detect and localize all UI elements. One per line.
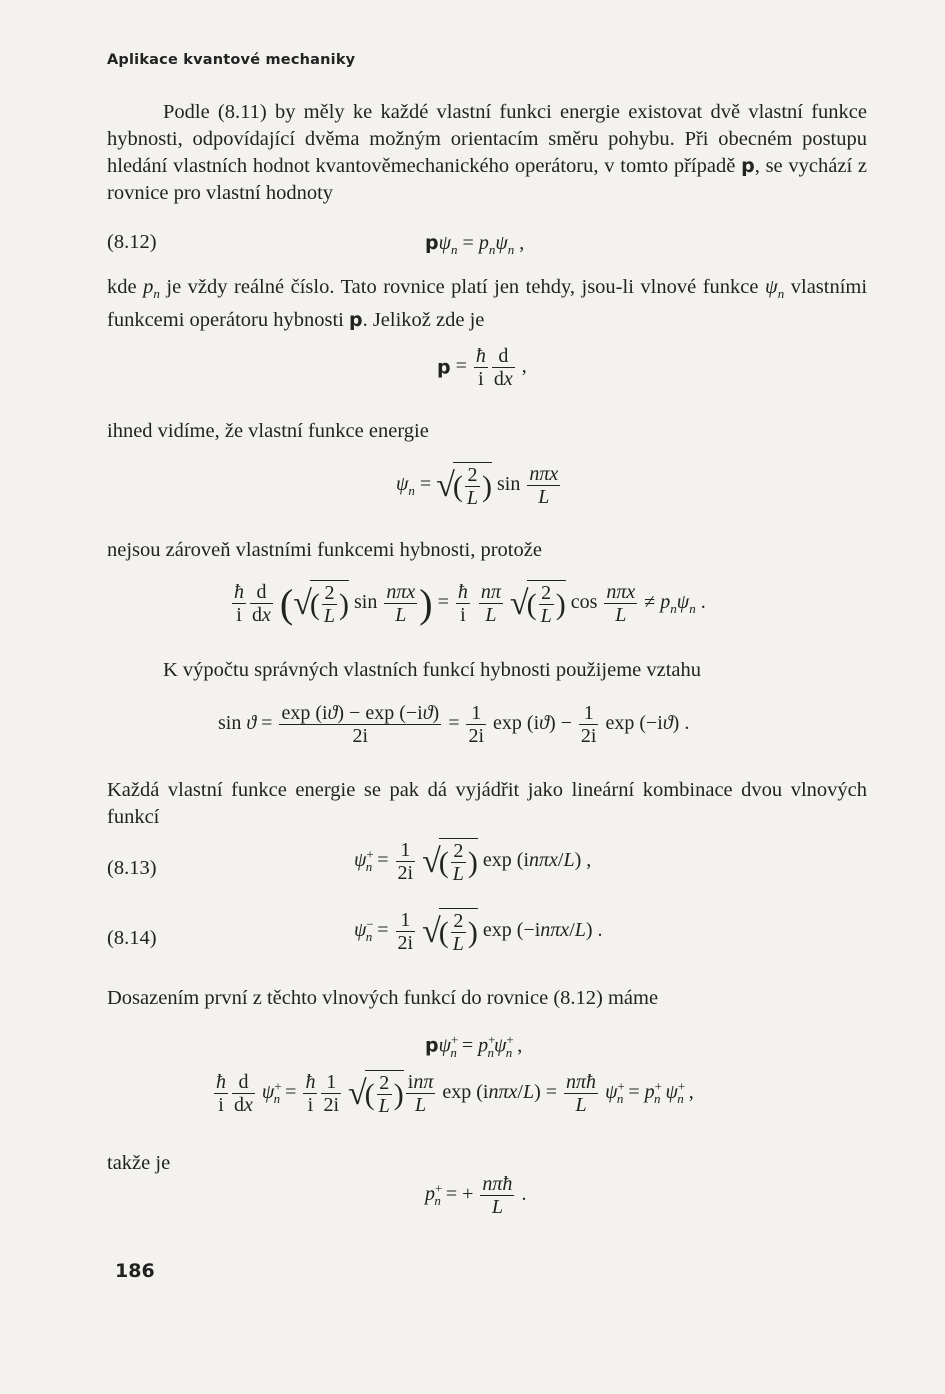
paragraph-8: takže je [107, 1152, 171, 1174]
equation-derivative-plus: $\frac{ħ}{i}$ $\frac{d}{dx}$ $\psi^+_n$ = $\frac{ħ}{i}$ $\frac{1}{2i}$ √( $\frac{2}{L}$ ) $\frac{\text{inπ}}{L}$ exp (inπx/L) = $\frac{\text{nπħ}}{L}$ $\psi^+_n = p^+_n$ $\psi^+_n$ , [216, 1071, 694, 1117]
equation-8-14: $\psi^-_n$ = $\frac{1}{2i}$ √( $\frac{2}{L}$ ) exp (−inπx/L) . [354, 909, 603, 955]
equation-momentum-eigen-plus: $p\psi^+_n = p^+_n\psi^+_n$ , [425, 1032, 523, 1060]
paragraph-2: kde $p_n$ je vždy reálné číslo. Tato rovnice platí jen tehdy, jsou-li vlnové funkce $\psi_n$ vlastními funkcemi operátoru hybnosti p. Jelikož zde je [107, 276, 868, 332]
equation-energy-eigenfunction: $\psi_n$ = √( $\frac{2}{L}$ ) sin $\frac{\text{nπx}}{L}$ [396, 463, 559, 509]
paragraph-5: K výpočtu správných vlastních funkcí hybnosti použijeme vztahu [163, 659, 702, 681]
equation-8-12: $p\psi_n = p_n\psi_n$ , [425, 232, 525, 257]
paragraph-6: Každá vlastní funkce energie se pak dá vyjádřit jako lineární kombinace dvou vlnových funkcí [107, 779, 867, 828]
equation-sine-exponential: sin ϑ = $\frac{\exp (iϑ) - \exp (-iϑ)}{2i}$ = $\frac{1}{2i}$ exp (iϑ) − $\frac{1}{2i}$ exp (−iϑ) . [218, 702, 690, 747]
equation-number-8-12: (8.12) [107, 231, 157, 253]
paragraph-4: nejsou zároveň vlastními funkcemi hybnosti, protože [107, 539, 542, 561]
equation-number-8-13: (8.13) [107, 857, 157, 879]
page-number: 186 [115, 1260, 155, 1282]
equation-8-13: $\psi^+_n$ = $\frac{1}{2i}$ √( $\frac{2}{L}$ ) exp (inπx/L) , [354, 839, 592, 885]
paragraph-1: Podle (8.11) by měly ke každé vlastní funkci energie existovat dvě vlastní funkce hybnosti, odpovídající dvěma možným orientacím směru pohybu. Při obecném postupu hledání vlastních hodnot kvantověmechanického operátoru, v tomto případě p, se vychází z rovnice pro vlastní hodnoty [107, 101, 868, 204]
equation-number-8-14: (8.14) [107, 927, 157, 949]
paragraph-7: Dosazením první z těchto vlnových funkcí do rovnice (8.12) máme [107, 987, 659, 1009]
operator-p: p [741, 155, 755, 177]
equation-p-operator: p = $\frac{ħ}{i}$ $\frac{d}{dx}$ , [437, 345, 527, 390]
paragraph-3: ihned vidíme, že vlastní funkce energie [107, 420, 429, 442]
equation-momentum-value: $p^+_n$ = + $\frac{\text{nπħ}}{L}$ . [425, 1173, 527, 1218]
equation-momentum-check: $\frac{ħ}{i}$ $\frac{d}{dx}$ (√( $\frac{2}{L}$ ) sin $\frac{\text{nπx}}{L}$ ) = $\frac{ħ}{i}$ $\frac{n\pi}{L}$ √( $\frac{2}{L}$ ) cos $\frac{\text{nπx}}{L}$ ≠ $p_n\psi_n$ . [234, 580, 706, 627]
running-header: Aplikace kvantové mechaniky [107, 52, 356, 68]
